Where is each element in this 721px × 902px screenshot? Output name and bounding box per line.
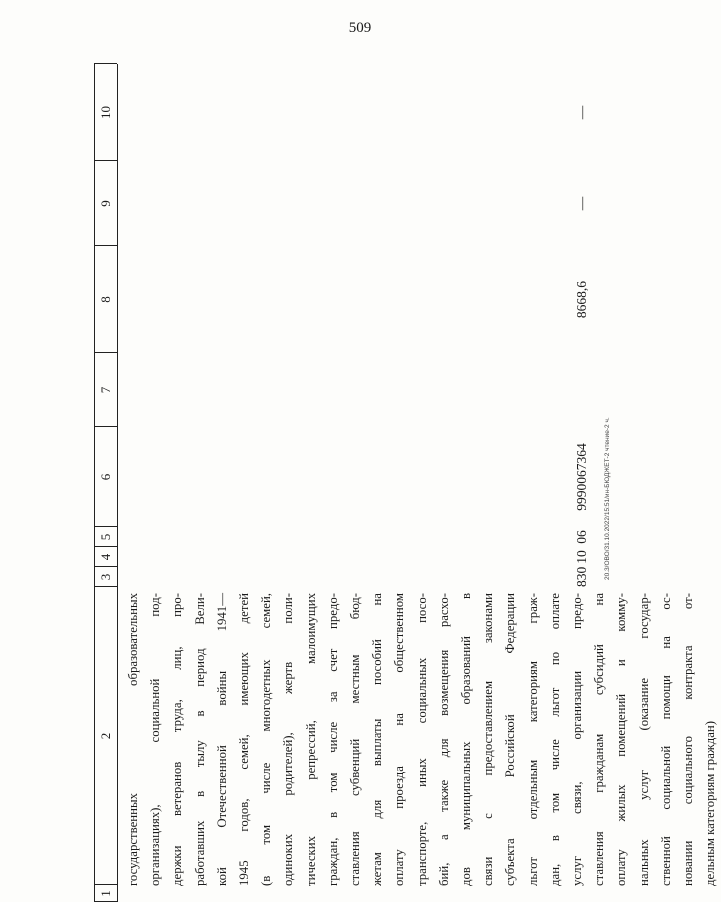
- description-line: граждан, в том числе за счет предо-: [325, 593, 340, 886]
- description-line: кой Отечественной войны 1941—: [214, 593, 229, 886]
- description-line: ставления субвенций местным бюд-: [348, 593, 363, 886]
- description-line: дан, в том числе льгот по оплате: [547, 593, 562, 886]
- cell-col5: 06: [574, 530, 589, 544]
- cell-col4: 10: [574, 550, 589, 564]
- description-line: дельным категориям граждан): [703, 720, 718, 886]
- column-header-4: 4: [98, 553, 113, 561]
- cell-col3: 830: [574, 566, 589, 587]
- description-line: оплату проезда на общественном: [392, 593, 407, 886]
- cell-col6: 9990067364: [574, 443, 589, 511]
- column-header-7: 7: [98, 386, 113, 394]
- row-description: [122, 593, 721, 886]
- cell-col10: —: [574, 105, 589, 120]
- cell-col9: —: [574, 196, 589, 211]
- description-line: 1945 годов, семей, имеющих детей: [237, 593, 252, 886]
- description-line: тических репрессий, малоимущих: [303, 593, 318, 886]
- description-line: жетам для выплаты пособий на: [370, 593, 385, 886]
- budget-table: [94, 64, 718, 902]
- description-line: государственных образовательных: [126, 593, 140, 886]
- description-line: одиноких родителей), жертв поли-: [281, 593, 296, 886]
- column-header-3: 3: [98, 573, 113, 581]
- column-header-10: 10: [98, 106, 113, 119]
- column-header-8: 8: [98, 296, 113, 303]
- column-header-9: 9: [98, 200, 113, 207]
- column-header-1: 1: [98, 890, 113, 897]
- description-line: оплату жилых помещений и комму-: [614, 593, 629, 886]
- description-line: нальных услуг (оказание государ-: [636, 593, 651, 886]
- description-line: новании социального контракта от-: [681, 593, 696, 886]
- document-stamp: 20.3/ОВО/31.10.2022/15:51/ин-БЮДЖЕТ-2 чтение-2 ч.: [604, 417, 611, 580]
- description-line: дов муниципальных образований в: [459, 593, 474, 886]
- description-line: субъекта Российской Федерации: [503, 593, 518, 886]
- column-header-5: 5: [98, 533, 113, 541]
- cell-col8: 8668,6: [574, 280, 589, 319]
- description-line: держки ветеранов труда, лиц, про-: [170, 593, 185, 886]
- description-line: льгот отдельным категориям граж-: [525, 593, 540, 886]
- column-header-2: 2: [98, 732, 113, 740]
- description-line: (в том числе многодетных семей,: [259, 593, 274, 886]
- description-line: услуг связи, организации предо-: [570, 593, 585, 886]
- description-line: связи с предоставлением законами: [481, 593, 496, 886]
- header-bottom-border: [117, 64, 118, 902]
- description-line: транспорте, иных социальных посо-: [414, 593, 429, 886]
- column-header-6: 6: [98, 473, 113, 481]
- description-line: организациях), социальной под-: [148, 593, 163, 886]
- description-line: ственной социальной помощи на ос-: [658, 593, 673, 886]
- description-line: ставления гражданам субсидий на: [592, 593, 607, 886]
- description-line: работавших в тылу в период Вели-: [192, 593, 207, 886]
- description-line: бий, а также для возмещения расхо-: [436, 593, 451, 886]
- page-number: 509: [348, 20, 372, 36]
